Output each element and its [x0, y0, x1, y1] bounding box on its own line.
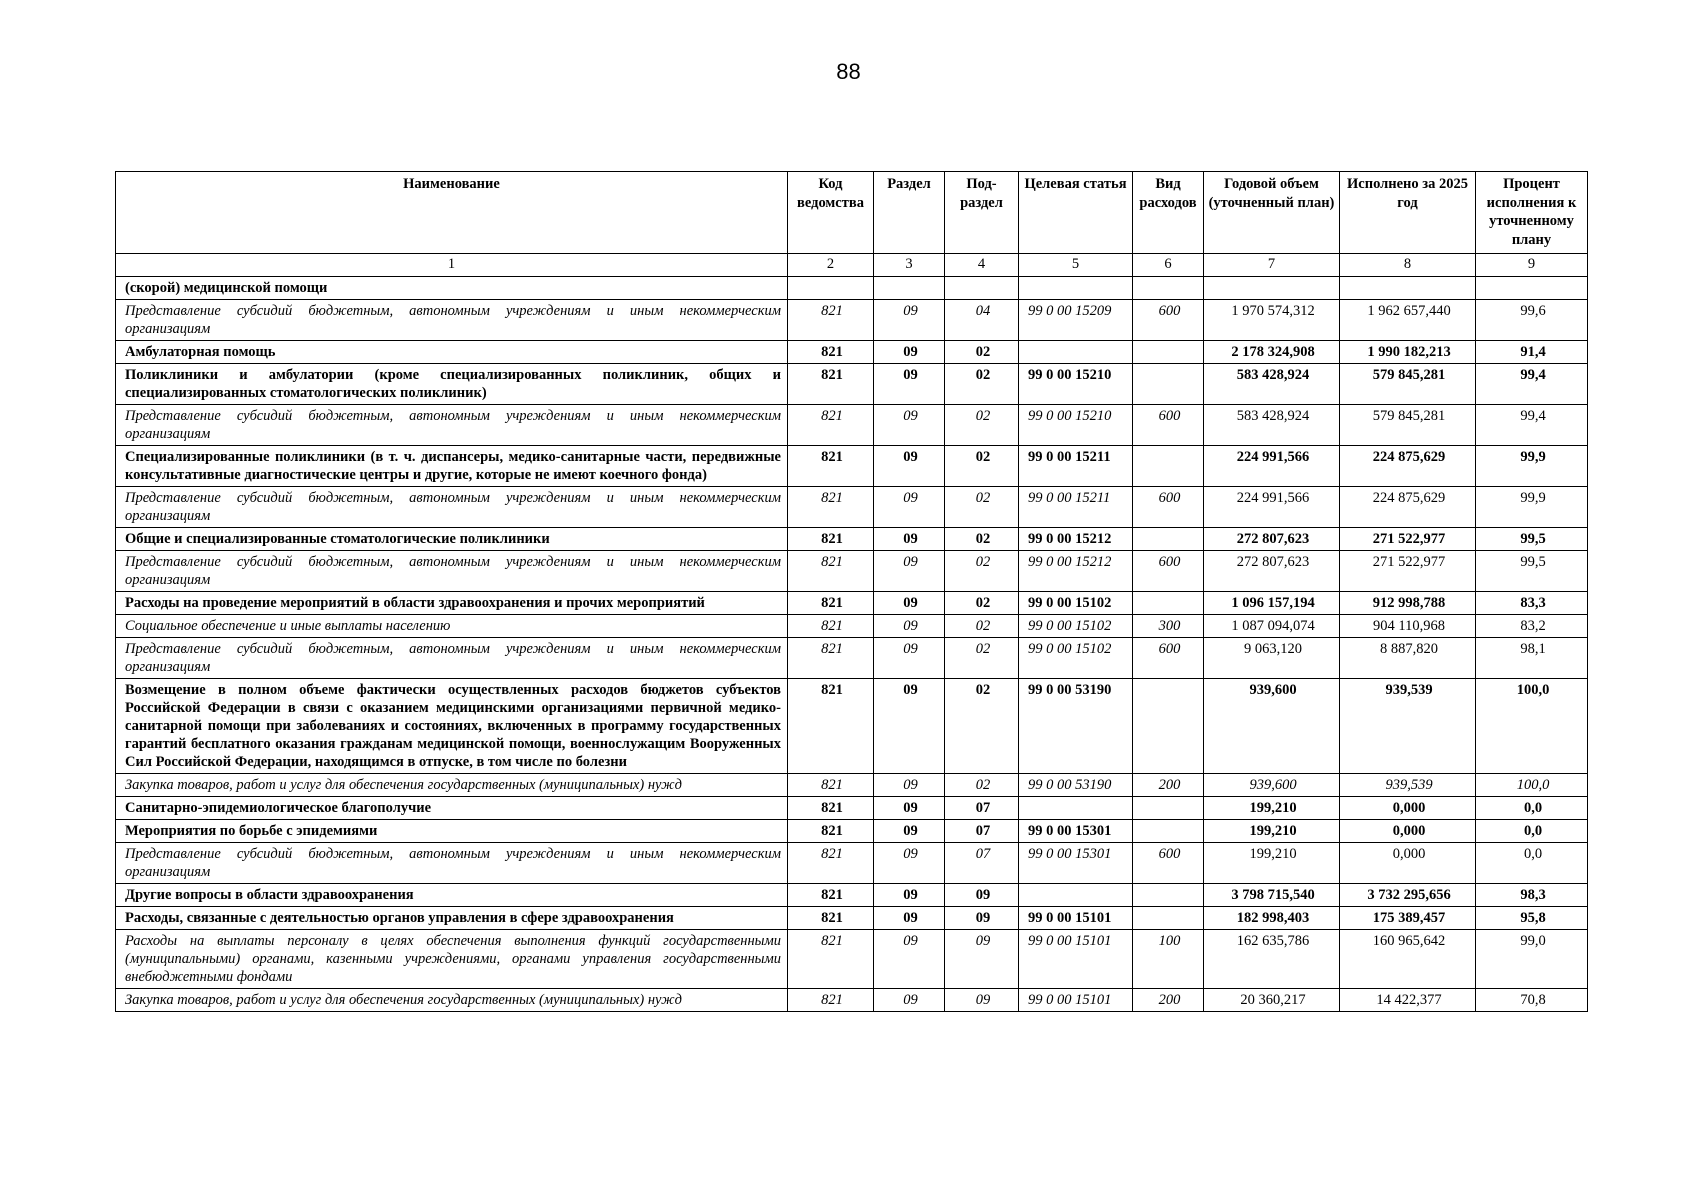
cell-execution-percent: 95,8	[1476, 907, 1588, 930]
cell-annual-plan: 9 063,120	[1204, 638, 1340, 679]
cell-execution-percent	[1476, 277, 1588, 300]
column-number: 4	[945, 254, 1019, 277]
cell-name: Мероприятия по борьбе с эпидемиями	[116, 820, 788, 843]
table-row	[116, 446, 1588, 487]
cell-executed: 939,539	[1340, 774, 1476, 797]
cell-expense-kind	[1133, 679, 1204, 774]
cell-dept-code: 821	[788, 405, 874, 446]
cell-execution-percent: 100,0	[1476, 774, 1588, 797]
cell-target-article: 99 0 00 15102	[1019, 592, 1133, 615]
cell-section: 09	[874, 528, 945, 551]
cell-annual-plan: 939,600	[1204, 774, 1340, 797]
cell-execution-percent: 91,4	[1476, 341, 1588, 364]
cell-executed: 271 522,977	[1340, 528, 1476, 551]
table-row	[116, 277, 1588, 300]
column-number: 3	[874, 254, 945, 277]
header-dept-code: Код ведомства	[788, 172, 874, 254]
cell-target-article: 99 0 00 15209	[1019, 300, 1133, 341]
cell-execution-percent: 99,0	[1476, 930, 1588, 989]
cell-expense-kind	[1133, 446, 1204, 487]
cell-dept-code: 821	[788, 528, 874, 551]
header-row	[116, 172, 1588, 254]
cell-target-article: 99 0 00 15211	[1019, 487, 1133, 528]
cell-section: 09	[874, 364, 945, 405]
table-row	[116, 930, 1588, 989]
cell-execution-percent: 99,5	[1476, 551, 1588, 592]
cell-executed: 579 845,281	[1340, 405, 1476, 446]
header-expense-kind: Вид расходов	[1133, 172, 1204, 254]
cell-expense-kind: 600	[1133, 551, 1204, 592]
cell-expense-kind	[1133, 364, 1204, 405]
cell-executed: 271 522,977	[1340, 551, 1476, 592]
cell-name: Представление субсидий бюджетным, автономным учреждениям и иным некоммерческим организациям	[116, 300, 788, 341]
cell-name: Специализированные поликлиники (в т. ч. диспансеры, медико-санитарные части, передвижные консультативные диагностические центры и другие, которые не имеют коечного фонда)	[116, 446, 788, 487]
cell-subsection: 02	[945, 405, 1019, 446]
cell-annual-plan: 1 970 574,312	[1204, 300, 1340, 341]
cell-annual-plan: 199,210	[1204, 820, 1340, 843]
table-row	[116, 884, 1588, 907]
cell-dept-code: 821	[788, 797, 874, 820]
cell-annual-plan: 939,600	[1204, 679, 1340, 774]
cell-name: Закупка товаров, работ и услуг для обеспечения государственных (муниципальных) нужд	[116, 774, 788, 797]
cell-name: Возмещение в полном объеме фактически осуществленных расходов бюджетов субъектов Российской Федерации в связи с оказанием медицинскими организациями первичной медико-санитарной помощи при заболеваниях и состояниях, включенных в программу государственных гарантий бесплатного оказания гражданам медицинской помощи, военнослужащим Вооруженных Сил Российской Федерации, находящимся в отпуске, в том числе по болезни	[116, 679, 788, 774]
table-row	[116, 615, 1588, 638]
cell-annual-plan: 583 428,924	[1204, 364, 1340, 405]
cell-target-article: 99 0 00 15101	[1019, 930, 1133, 989]
cell-subsection: 02	[945, 592, 1019, 615]
table-row	[116, 551, 1588, 592]
cell-execution-percent: 83,3	[1476, 592, 1588, 615]
column-number: 8	[1340, 254, 1476, 277]
cell-expense-kind: 300	[1133, 615, 1204, 638]
column-number: 1	[116, 254, 788, 277]
cell-subsection: 07	[945, 843, 1019, 884]
cell-section: 09	[874, 487, 945, 528]
cell-annual-plan: 224 991,566	[1204, 487, 1340, 528]
column-number: 9	[1476, 254, 1588, 277]
cell-execution-percent: 0,0	[1476, 843, 1588, 884]
cell-dept-code: 821	[788, 638, 874, 679]
cell-executed: 912 998,788	[1340, 592, 1476, 615]
cell-section	[874, 277, 945, 300]
cell-dept-code: 821	[788, 843, 874, 884]
cell-section: 09	[874, 551, 945, 592]
cell-executed: 0,000	[1340, 797, 1476, 820]
cell-executed	[1340, 277, 1476, 300]
cell-execution-percent: 99,9	[1476, 446, 1588, 487]
cell-subsection	[945, 277, 1019, 300]
cell-name: Расходы, связанные с деятельностью органов управления в сфере здравоохранения	[116, 907, 788, 930]
cell-name: Представление субсидий бюджетным, автономным учреждениям и иным некоммерческим организациям	[116, 843, 788, 884]
cell-subsection: 09	[945, 907, 1019, 930]
cell-target-article	[1019, 884, 1133, 907]
cell-subsection: 02	[945, 774, 1019, 797]
cell-subsection: 02	[945, 638, 1019, 679]
cell-annual-plan: 162 635,786	[1204, 930, 1340, 989]
cell-name: Представление субсидий бюджетным, автономным учреждениям и иным некоммерческим организациям	[116, 551, 788, 592]
cell-subsection: 02	[945, 446, 1019, 487]
cell-name: Расходы на выплаты персоналу в целях обеспечения выполнения функций государственными (муниципальными) органами, казенными учреждениями, органами управления государственными внебюджетными фондами	[116, 930, 788, 989]
cell-target-article: 99 0 00 15210	[1019, 364, 1133, 405]
cell-name: Другие вопросы в области здравоохранения	[116, 884, 788, 907]
cell-dept-code: 821	[788, 615, 874, 638]
cell-dept-code: 821	[788, 884, 874, 907]
cell-annual-plan: 3 798 715,540	[1204, 884, 1340, 907]
table-row	[116, 638, 1588, 679]
cell-executed: 8 887,820	[1340, 638, 1476, 679]
cell-dept-code: 821	[788, 300, 874, 341]
cell-target-article: 99 0 00 53190	[1019, 774, 1133, 797]
cell-target-article: 99 0 00 53190	[1019, 679, 1133, 774]
cell-subsection: 02	[945, 528, 1019, 551]
cell-execution-percent: 99,9	[1476, 487, 1588, 528]
table-row	[116, 774, 1588, 797]
cell-target-article	[1019, 797, 1133, 820]
header-annual-plan: Годовой объем (уточненный план)	[1204, 172, 1340, 254]
cell-subsection: 07	[945, 820, 1019, 843]
header-executed: Исполнено за 2025 год	[1340, 172, 1476, 254]
cell-annual-plan: 2 178 324,908	[1204, 341, 1340, 364]
header-subsection: Под-раздел	[945, 172, 1019, 254]
cell-section: 09	[874, 820, 945, 843]
cell-dept-code: 821	[788, 487, 874, 528]
cell-annual-plan: 20 360,217	[1204, 989, 1340, 1012]
cell-execution-percent: 100,0	[1476, 679, 1588, 774]
cell-expense-kind	[1133, 592, 1204, 615]
cell-executed: 579 845,281	[1340, 364, 1476, 405]
cell-execution-percent: 99,4	[1476, 405, 1588, 446]
cell-subsection: 07	[945, 797, 1019, 820]
cell-dept-code: 821	[788, 341, 874, 364]
cell-execution-percent: 83,2	[1476, 615, 1588, 638]
cell-expense-kind: 100	[1133, 930, 1204, 989]
cell-annual-plan: 199,210	[1204, 797, 1340, 820]
column-number: 2	[788, 254, 874, 277]
cell-annual-plan: 1 096 157,194	[1204, 592, 1340, 615]
cell-section: 09	[874, 405, 945, 446]
header-section: Раздел	[874, 172, 945, 254]
cell-target-article: 99 0 00 15301	[1019, 820, 1133, 843]
table-row	[116, 679, 1588, 774]
cell-name: (скорой) медицинской помощи	[116, 277, 788, 300]
cell-annual-plan: 272 807,623	[1204, 551, 1340, 592]
budget-execution-table	[115, 171, 1588, 1012]
cell-target-article: 99 0 00 15101	[1019, 907, 1133, 930]
cell-subsection: 02	[945, 364, 1019, 405]
table-row	[116, 341, 1588, 364]
cell-section: 09	[874, 884, 945, 907]
header-target-article: Целевая статья	[1019, 172, 1133, 254]
cell-name: Социальное обеспечение и иные выплаты населению	[116, 615, 788, 638]
cell-section: 09	[874, 300, 945, 341]
cell-target-article: 99 0 00 15211	[1019, 446, 1133, 487]
cell-subsection: 02	[945, 551, 1019, 592]
cell-execution-percent: 99,6	[1476, 300, 1588, 341]
cell-section: 09	[874, 989, 945, 1012]
cell-name: Расходы на проведение мероприятий в области здравоохранения и прочих мероприятий	[116, 592, 788, 615]
cell-executed: 1 962 657,440	[1340, 300, 1476, 341]
cell-subsection: 02	[945, 487, 1019, 528]
cell-section: 09	[874, 907, 945, 930]
cell-dept-code: 821	[788, 930, 874, 989]
cell-name: Общие и специализированные стоматологические поликлиники	[116, 528, 788, 551]
cell-executed: 175 389,457	[1340, 907, 1476, 930]
cell-section: 09	[874, 930, 945, 989]
cell-name: Амбулаторная помощь	[116, 341, 788, 364]
cell-expense-kind: 600	[1133, 300, 1204, 341]
cell-subsection: 09	[945, 930, 1019, 989]
table-row	[116, 592, 1588, 615]
cell-target-article: 99 0 00 15102	[1019, 638, 1133, 679]
page-number: 88	[836, 59, 861, 84]
table-row	[116, 797, 1588, 820]
cell-dept-code: 821	[788, 592, 874, 615]
column-number: 6	[1133, 254, 1204, 277]
column-number-row	[116, 254, 1588, 277]
column-number: 7	[1204, 254, 1340, 277]
header-execution-percent: Процент исполнения к уточненному плану	[1476, 172, 1588, 254]
cell-target-article	[1019, 277, 1133, 300]
cell-section: 09	[874, 843, 945, 884]
cell-executed: 224 875,629	[1340, 487, 1476, 528]
cell-dept-code: 821	[788, 907, 874, 930]
cell-dept-code: 821	[788, 679, 874, 774]
cell-dept-code: 821	[788, 551, 874, 592]
cell-expense-kind: 600	[1133, 638, 1204, 679]
cell-annual-plan: 224 991,566	[1204, 446, 1340, 487]
cell-section: 09	[874, 446, 945, 487]
header-name: Наименование	[116, 172, 788, 254]
cell-executed: 224 875,629	[1340, 446, 1476, 487]
cell-section: 09	[874, 341, 945, 364]
cell-expense-kind: 200	[1133, 989, 1204, 1012]
cell-expense-kind: 600	[1133, 843, 1204, 884]
table-row	[116, 843, 1588, 884]
cell-name: Санитарно-эпидемиологическое благополучие	[116, 797, 788, 820]
cell-name: Представление субсидий бюджетным, автономным учреждениям и иным некоммерческим организациям	[116, 487, 788, 528]
cell-execution-percent: 98,3	[1476, 884, 1588, 907]
cell-name: Представление субсидий бюджетным, автономным учреждениям и иным некоммерческим организациям	[116, 638, 788, 679]
table-row	[116, 487, 1588, 528]
table-row	[116, 989, 1588, 1012]
table-row	[116, 907, 1588, 930]
cell-name: Закупка товаров, работ и услуг для обеспечения государственных (муниципальных) нужд	[116, 989, 788, 1012]
cell-expense-kind	[1133, 277, 1204, 300]
cell-target-article: 99 0 00 15212	[1019, 551, 1133, 592]
cell-subsection: 02	[945, 341, 1019, 364]
cell-execution-percent: 0,0	[1476, 820, 1588, 843]
column-number: 5	[1019, 254, 1133, 277]
cell-executed: 904 110,968	[1340, 615, 1476, 638]
cell-expense-kind	[1133, 884, 1204, 907]
cell-execution-percent: 98,1	[1476, 638, 1588, 679]
cell-expense-kind: 600	[1133, 405, 1204, 446]
cell-expense-kind	[1133, 820, 1204, 843]
cell-expense-kind: 200	[1133, 774, 1204, 797]
cell-dept-code	[788, 277, 874, 300]
cell-executed: 0,000	[1340, 843, 1476, 884]
table-row	[116, 820, 1588, 843]
cell-target-article: 99 0 00 15101	[1019, 989, 1133, 1012]
cell-annual-plan: 583 428,924	[1204, 405, 1340, 446]
cell-annual-plan: 272 807,623	[1204, 528, 1340, 551]
cell-execution-percent: 99,5	[1476, 528, 1588, 551]
cell-target-article: 99 0 00 15301	[1019, 843, 1133, 884]
table-row	[116, 405, 1588, 446]
cell-subsection: 02	[945, 615, 1019, 638]
cell-dept-code: 821	[788, 364, 874, 405]
cell-name: Представление субсидий бюджетным, автономным учреждениям и иным некоммерческим организациям	[116, 405, 788, 446]
cell-annual-plan: 199,210	[1204, 843, 1340, 884]
table-row	[116, 300, 1588, 341]
cell-expense-kind	[1133, 797, 1204, 820]
cell-execution-percent: 99,4	[1476, 364, 1588, 405]
cell-section: 09	[874, 774, 945, 797]
cell-executed: 0,000	[1340, 820, 1476, 843]
cell-target-article: 99 0 00 15210	[1019, 405, 1133, 446]
cell-subsection: 09	[945, 884, 1019, 907]
cell-subsection: 09	[945, 989, 1019, 1012]
cell-executed: 14 422,377	[1340, 989, 1476, 1012]
table-row	[116, 364, 1588, 405]
cell-target-article: 99 0 00 15102	[1019, 615, 1133, 638]
cell-executed: 3 732 295,656	[1340, 884, 1476, 907]
cell-target-article: 99 0 00 15212	[1019, 528, 1133, 551]
cell-expense-kind	[1133, 528, 1204, 551]
cell-annual-plan: 182 998,403	[1204, 907, 1340, 930]
cell-section: 09	[874, 615, 945, 638]
cell-dept-code: 821	[788, 774, 874, 797]
cell-section: 09	[874, 638, 945, 679]
cell-expense-kind	[1133, 341, 1204, 364]
cell-executed: 160 965,642	[1340, 930, 1476, 989]
cell-executed: 1 990 182,213	[1340, 341, 1476, 364]
cell-expense-kind: 600	[1133, 487, 1204, 528]
cell-section: 09	[874, 797, 945, 820]
cell-execution-percent: 70,8	[1476, 989, 1588, 1012]
cell-section: 09	[874, 592, 945, 615]
table-row	[116, 528, 1588, 551]
cell-annual-plan: 1 087 094,074	[1204, 615, 1340, 638]
cell-subsection: 02	[945, 679, 1019, 774]
cell-subsection: 04	[945, 300, 1019, 341]
cell-dept-code: 821	[788, 820, 874, 843]
cell-target-article	[1019, 341, 1133, 364]
cell-dept-code: 821	[788, 989, 874, 1012]
cell-expense-kind	[1133, 907, 1204, 930]
cell-execution-percent: 0,0	[1476, 797, 1588, 820]
cell-executed: 939,539	[1340, 679, 1476, 774]
cell-section: 09	[874, 679, 945, 774]
cell-annual-plan	[1204, 277, 1340, 300]
cell-dept-code: 821	[788, 446, 874, 487]
cell-name: Поликлиники и амбулатории (кроме специализированных поликлиник, общих и специализированных стоматологических поликлиник)	[116, 364, 788, 405]
